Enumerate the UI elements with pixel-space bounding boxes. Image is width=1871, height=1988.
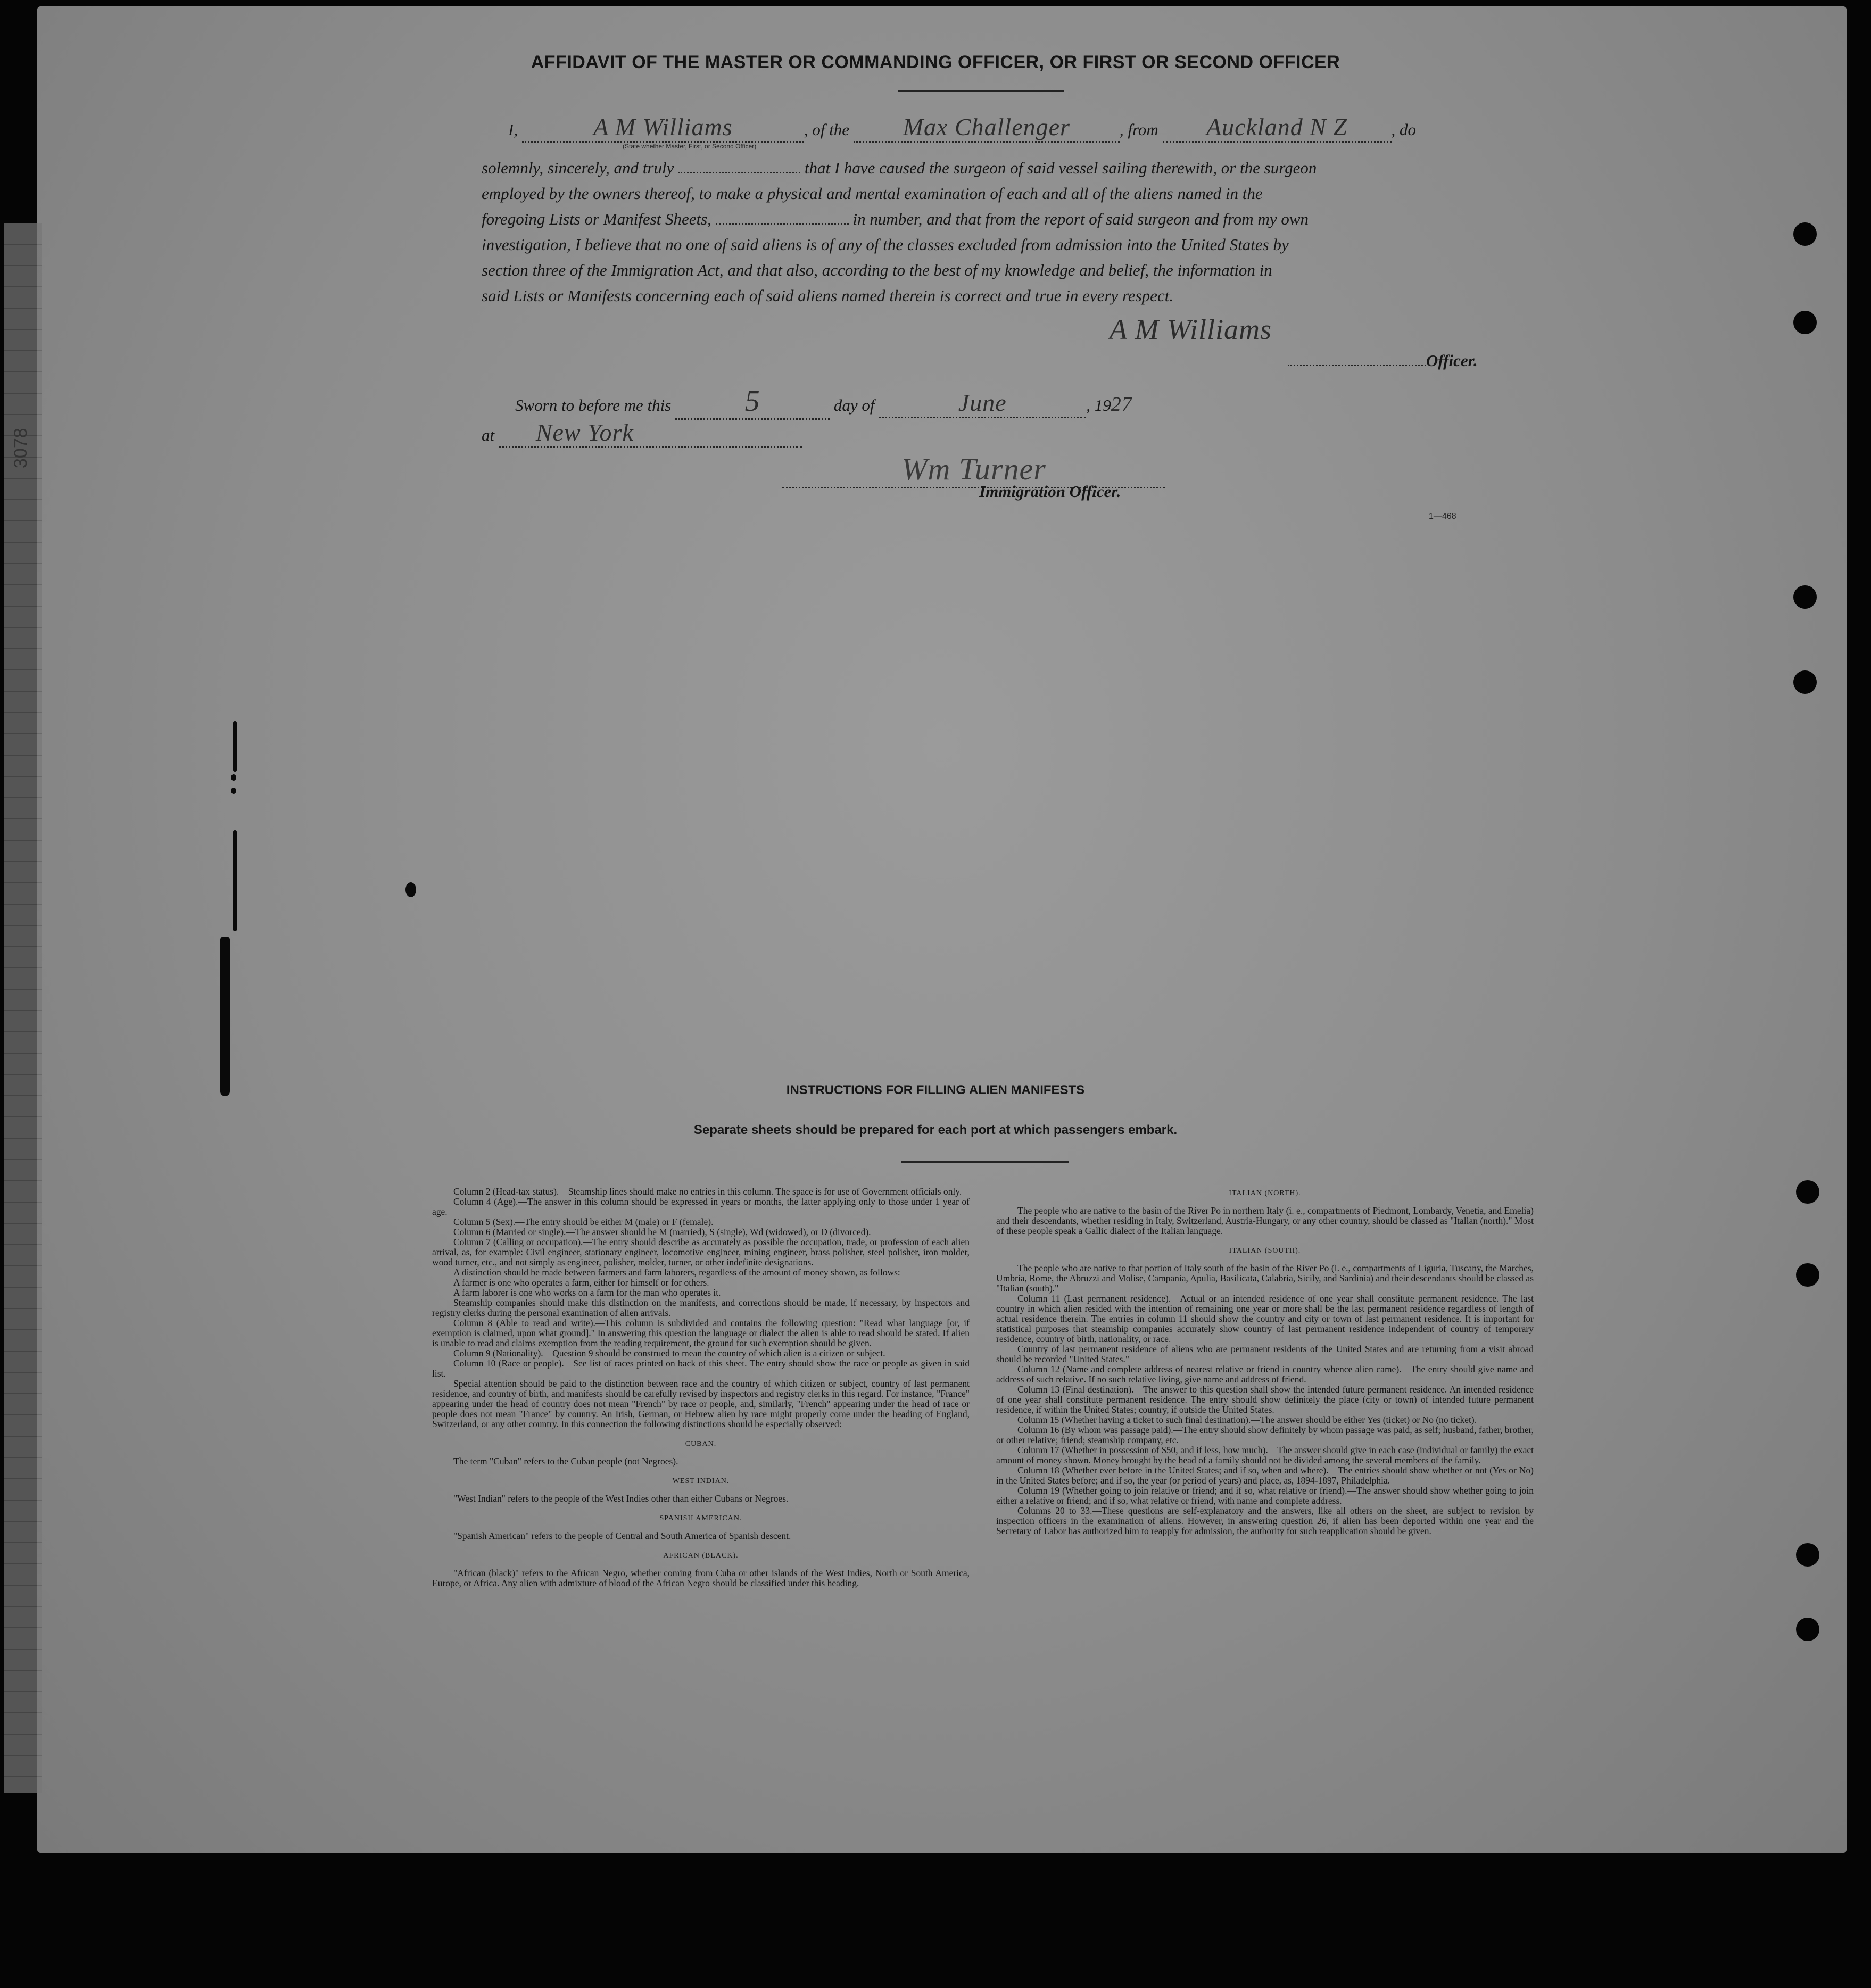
affidavit-line-5: investigation, I believe that no one of said aliens is of any of the classes excluded from admission into the United States by — [482, 235, 1289, 254]
ink-drop — [231, 788, 236, 794]
col7-instruction: Column 7 (Calling or occupation).—The entry should describe as accurately as possible the occupation, trade, or profession of each alien arrival, as, for example: Civil engineer, stationary engineer, locomotive engineer, mining engineer, brass polisher, steel polisher, iron molder, wood turner, etc., and not simply as engineer, polisher, molder, turner, or other indefinite designations. — [432, 1237, 970, 1268]
col11-returning: Country of last permanent residence of aliens who are permanent residents of the United States and are returning from a visit abroad should be recorded "United States." — [996, 1344, 1534, 1364]
farmer-distinction: A distinction should be made between farmers and farm laborers, regardless of the amount of money shown, as follows: — [453, 1267, 900, 1278]
col2-instruction: Column 2 (Head-tax status).—Steamship lines should make no entries in this column. The space is for use of Government officials only. — [453, 1186, 962, 1197]
officer-name-handwritten: A M Williams — [593, 113, 733, 140]
sworn-line: Sworn to before me this 5 day of June , 1927 — [515, 384, 1132, 420]
binder-hole-6 — [1796, 1263, 1819, 1287]
col18-instruction: Column 18 (Whether ever before in the United States; and if so, when and where).—The entries should show whether or not (Yes or No) in the United States before; and if so, the year (or period of years) and place, as, 1894-1897, Philadelphia. — [996, 1465, 1534, 1486]
officer-line: Officer. — [1288, 351, 1478, 370]
col11-instruction: Column 11 (Last permanent residence).—Actual or an intended residence of one year shall constitute permanent residence. The last country in which alien resided with the intention of remaining one year or more shall be the last permanent residence regardless of length of actual residence therein. The entries in column 11 should show the country and city or town of last permanent residence. It is important for statistical purposes that steamship companies accurately show country of last permanent residence independent of country of temporary residence, country of birth, nationality, or race. — [996, 1293, 1534, 1344]
west-indian-definition: "West Indian" refers to the people of the West Indies other than either Cubans or Negroes. — [453, 1493, 789, 1504]
spanish-american-definition: "Spanish American" refers to the people of Central and South America of Spanish descent. — [453, 1530, 791, 1541]
ledger-number: 3078 — [11, 428, 31, 468]
officer-rank-note: (State whether Master, First, or Second Officer) — [623, 143, 757, 150]
officer-signature-line — [1110, 313, 1272, 346]
cuban-definition: The term "Cuban" refers to the Cuban people (not Negroes). — [453, 1456, 678, 1467]
binder-hole-1 — [1793, 222, 1817, 246]
port-handwritten: Auckland N Z — [1206, 113, 1347, 140]
west-indian-heading: WEST INDIAN. — [672, 1477, 730, 1485]
col8-instruction: Column 8 (Able to read and write).—This column is subdivided and contains the following question: "Read what language [or, if exemption is claimed, upon what ground]." In answering this question the language or dialect the alien is able to read should be stated. If alien is unable to read and claims exemption from the reading requirement, the ground for such exemption should be given. — [432, 1318, 970, 1348]
steamship-distinction: Steamship companies should make this distinction on the manifests, and corrections should be made, if necessary, by inspectors and registry clerks during the personal examination of alien arrivals. — [432, 1297, 970, 1318]
instructions-subtitle: Separate sheets should be prepared for each port at which passengers embark. — [693, 1123, 1178, 1137]
col13-instruction: Column 13 (Final destination).—The answer to this question shall show the intended future permanent residence. An intended residence of one year shall constitute permanent residence. The entry should show definitely the place (city or town) of intended future permanent residence, if within the United States; country, if outside the United States. — [996, 1384, 1534, 1415]
col17-instruction: Column 17 (Whether in possession of $50, and if less, how much).—The answer should give in each case (individual or family) the exact amount of money shown. Money brought by the head of a family should not be divided among the several members of the family. — [996, 1445, 1534, 1465]
binder-hole-7 — [1796, 1543, 1819, 1567]
ink-stain — [233, 830, 237, 931]
col5-instruction: Column 5 (Sex).—The entry should be either M (male) or F (female). — [453, 1216, 714, 1227]
affidavit-line-3: employed by the owners thereof, to make a physical and mental examination of each and all of the aliens named in the — [482, 184, 1263, 203]
farm-laborer-definition: A farm laborer is one who works on a farm for the man who operates it. — [453, 1287, 721, 1298]
cuban-heading: CUBAN. — [685, 1440, 717, 1448]
immigration-officer-signature: Wm Turner — [901, 452, 1046, 486]
affidavit-line-4: foregoing Lists or Manifest Sheets, in number, and that from the report of said surgeon and from my own — [482, 210, 1309, 228]
african-heading: AFRICAN (BLACK). — [663, 1552, 739, 1560]
col16-instruction: Column 16 (By whom was passage paid).—The entry should show definitely by whom passage was paid, as self; husband, father, brother, or other relative; friend; steamship company, etc. — [996, 1424, 1534, 1445]
title-divider — [898, 90, 1064, 92]
binder-hole-8 — [1796, 1618, 1819, 1641]
ink-stain — [233, 721, 237, 772]
sworn-month-handwritten: June — [958, 389, 1007, 416]
italian-north-heading: ITALIAN (NORTH). — [1229, 1189, 1301, 1197]
race-distinction: Special attention should be paid to the distinction between race and the country of which citizen or subject, country of last permanent residence, and country of birth, and manifests should be carefully revised by inspectors and registry clerks in this regard. For instance, "France" appearing under the head of country does not mean "French" by race or people, and, similarly, "French" appearing under the head of race or people does not mean "France" by country. An Irish, German, or Hebrew alien by race might properly come under the heading of England, Switzerland, or any other country. In this connection the following distinctions should be especially observed: — [432, 1378, 970, 1429]
col9-instruction: Column 9 (Nationality).—Question 9 should be construed to mean the country of which alien is a citizen or subject. — [453, 1348, 885, 1359]
instructions-right-column — [996, 1179, 1534, 1536]
form-code: 1—468 — [1429, 512, 1456, 521]
col12-instruction: Column 12 (Name and complete address of nearest relative or friend in country whence alien came).—The entry should give name and address of such relative. If no such relative living, give name and address of friend. — [996, 1364, 1534, 1385]
sworn-year-handwritten: 27 — [1111, 393, 1132, 416]
affidavit-line-7: said Lists or Manifests concerning each of said aliens named therein is correct and true in every respect. — [482, 286, 1174, 305]
ink-drop — [231, 774, 236, 781]
italian-south-heading: ITALIAN (SOUTH). — [1229, 1247, 1301, 1255]
sworn-place-handwritten: New York — [535, 419, 634, 446]
col19-instruction: Column 19 (Whether going to join relative or friend; and if so, what relative or friend).—The answer should show whether going to join either a relative or friend; and if so, what relative or friend, with name and complete address. — [996, 1485, 1534, 1506]
sworn-at-line: at New York — [482, 418, 802, 448]
ink-stain — [220, 937, 230, 1096]
instructions-title: INSTRUCTIONS FOR FILLING ALIEN MANIFESTS — [786, 1083, 1085, 1097]
ink-blot — [405, 882, 416, 897]
sworn-day-handwritten: 5 — [744, 385, 760, 418]
binder-hole-4 — [1793, 670, 1817, 694]
col15-instruction: Column 15 (Whether having a ticket to such final destination).—The answer should be either Yes (ticket) or No (no ticket). — [1017, 1414, 1477, 1425]
col20-33-instruction: Columns 20 to 33.—These questions are self-explanatory and the answers, like all others on the sheet, are subject to revision by inspection officers in the examination of aliens. However, in answering question 26, if alien has been deported within one year and the Secretary of Labor has authorized him to reapply for admission, the authority for such reapplication should be given. — [996, 1505, 1534, 1536]
affidavit-line-1: I, A M Williams , of the Max Challenger , from Auckland N Z , do — [508, 113, 1416, 143]
col4-instruction: Column 4 (Age).—The answer in this column should be expressed in years or months, the latter applying only to those under 1 year of age. — [432, 1196, 970, 1217]
instructions-divider — [901, 1161, 1069, 1163]
instructions-left-column — [432, 1187, 970, 1588]
affidavit-title: AFFIDAVIT OF THE MASTER OR COMMANDING OFFICER, OR FIRST OR SECOND OFFICER — [531, 52, 1340, 72]
col6-instruction: Column 6 (Married or single).—The answer should be M (married), S (single), Wd (widowed), or D (divorced). — [453, 1227, 871, 1237]
officer-signature: A M Williams — [1110, 313, 1272, 345]
binder-hole-2 — [1793, 311, 1817, 334]
binder-hole-3 — [1793, 585, 1817, 609]
vessel-name-handwritten: Max Challenger — [903, 113, 1070, 140]
affidavit-line-6: section three of the Immigration Act, and that also, according to the best of my knowledge and belief, the information in — [482, 261, 1272, 279]
spanish-american-heading: SPANISH AMERICAN. — [659, 1514, 742, 1522]
african-definition: "African (black)" refers to the African Negro, whether coming from Cuba or other islands of the West Indies, North or South America, Europe, or Africa. Any alien with admixture of blood of the African Negro should be classified under this heading. — [432, 1568, 970, 1588]
affidavit-line-2: solemnly, sincerely, and truly that I have caused the surgeon of said vessel sailing therewith, or the surgeon — [482, 159, 1317, 177]
col10-instruction: Column 10 (Race or people).—See list of races printed on back of this sheet. The entry should show the race or people as given in said list. — [432, 1358, 970, 1379]
farmer-definition: A farmer is one who operates a farm, either for himself or for others. — [453, 1277, 709, 1288]
binder-hole-5 — [1796, 1180, 1819, 1204]
immigration-officer-label: Immigration Officer. — [979, 482, 1121, 501]
italian-north-definition: The people who are native to the basin of the River Po in northern Italy (i. e., compartments of Piedmont, Lombardy, Venetia, and Emelia) and their descendants, whether residing in Italy, Switzerland, Austria-Hungary, or any other country, should be classed as "Italian (north)." Most of these people speak a Gallic dialect of the Italian language. — [996, 1205, 1534, 1236]
italian-south-definition: The people who are native to that portion of Italy south of the basin of the River Po (i. e., compartments of Liguria, Tuscany, the Marches, Umbria, Rome, the Abruzzi and Molise, Campania, Apulia, Basilicata, Calabria, Sicily, and Sardinia) and their descendants should be classed as "Italian (south)." — [996, 1263, 1534, 1294]
